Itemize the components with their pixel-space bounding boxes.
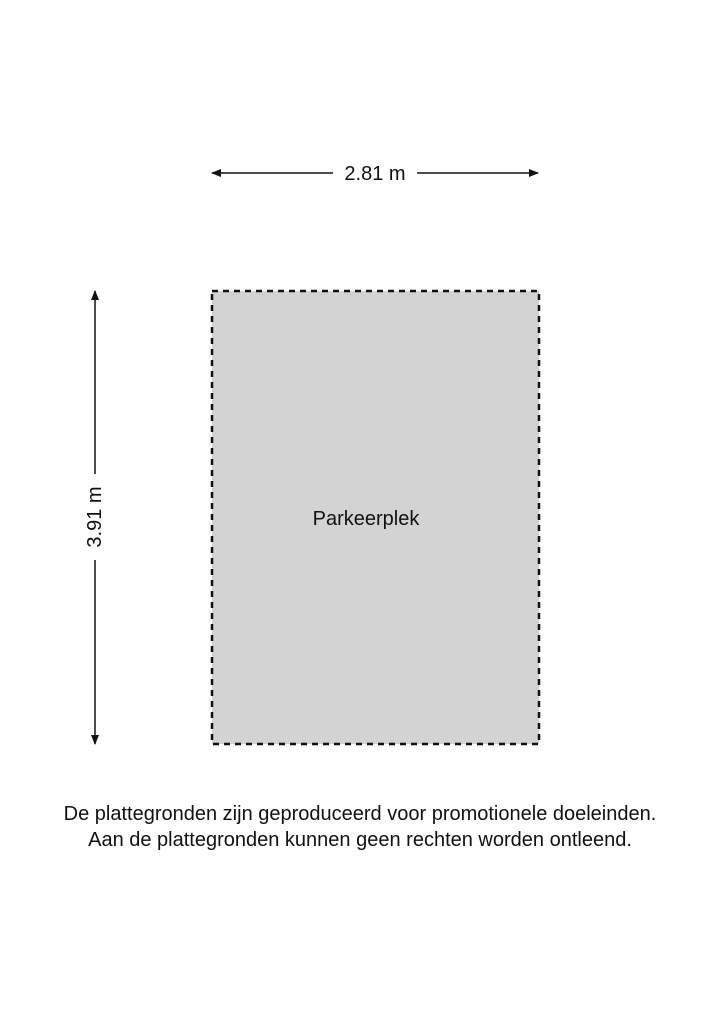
width-dimension-label: 2.81 m [344,163,406,185]
height-dimension-label: 3.91 m [84,486,106,548]
room-name-label: Parkeerplek [312,508,420,530]
room-parkeerplek [212,291,539,744]
height-dimension [84,291,106,744]
disclaimer-line-2: Aan de plattegronden kunnen geen rechten worden ontleend. [88,829,632,851]
disclaimer-line-1: De plattegronden zijn geproduceerd voor promotionele doeleinden. [63,803,657,825]
width-dimension [212,163,538,185]
